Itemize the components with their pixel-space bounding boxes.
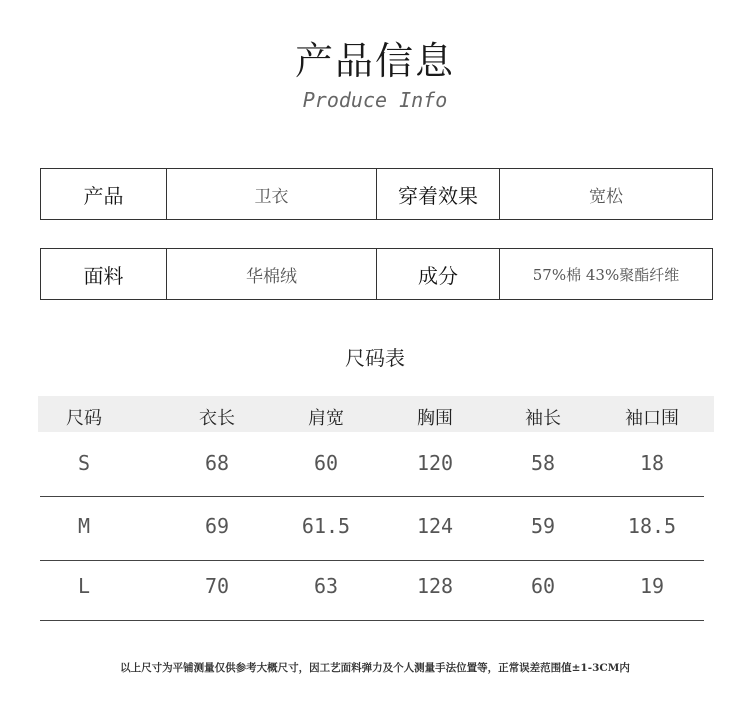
header-shoulder: 肩宽 (308, 408, 344, 429)
size-chart-header (38, 396, 714, 432)
cell-length: 69 (204, 514, 230, 538)
row-divider (40, 496, 704, 497)
fabric-value: 华棉绒 (167, 249, 377, 300)
header-length: 衣长 (199, 408, 235, 429)
cell-cuff: 18 (639, 451, 665, 475)
fabric-info-table (40, 248, 713, 300)
product-label: 产品 (41, 169, 167, 220)
size-chart-title: 尺码表 (345, 346, 405, 370)
measurement-note: 以上尺寸为平铺测量仅供参考大概尺寸，因工艺面料弹力及个人测量手法位置等，正常误差范围值±1-3CM内 (120, 662, 630, 674)
cell-sleeve: 60 (530, 574, 556, 598)
cell-chest: 128 (416, 574, 454, 598)
cell-shoulder: 63 (313, 574, 339, 598)
row-divider (40, 560, 704, 561)
header-sleeve: 袖长 (525, 408, 561, 429)
cell-cuff: 19 (639, 574, 665, 598)
info-row-product (41, 169, 713, 220)
fit-label: 穿着效果 (377, 169, 500, 220)
table-row (38, 566, 714, 606)
header-cuff: 袖口围 (625, 408, 679, 429)
info-row-fabric (41, 249, 713, 300)
cell-shoulder: 60 (313, 451, 339, 475)
page-title: 产品信息 (294, 39, 455, 83)
table-row (38, 506, 714, 546)
cell-size: M (77, 514, 91, 538)
cell-sleeve: 58 (530, 451, 556, 475)
fabric-label: 面料 (41, 249, 167, 300)
row-divider (40, 620, 704, 621)
cell-chest: 120 (416, 451, 454, 475)
header-chest: 胸围 (417, 408, 453, 429)
fit-value: 宽松 (500, 169, 713, 220)
cell-size: S (77, 451, 91, 475)
cell-chest: 124 (416, 514, 454, 538)
table-row (38, 443, 714, 483)
page-subtitle: Produce Info (302, 88, 448, 112)
cell-shoulder: 61.5 (301, 514, 351, 538)
cell-sleeve: 59 (530, 514, 556, 538)
composition-value: 57%棉 43%聚酯纤维 (500, 249, 713, 300)
header-size: 尺码 (66, 408, 102, 429)
product-info-table (40, 168, 713, 220)
cell-size: L (77, 574, 91, 598)
cell-length: 68 (204, 451, 230, 475)
cell-cuff: 18.5 (627, 514, 677, 538)
composition-label: 成分 (377, 249, 500, 300)
cell-length: 70 (204, 574, 230, 598)
product-value: 卫衣 (167, 169, 377, 220)
